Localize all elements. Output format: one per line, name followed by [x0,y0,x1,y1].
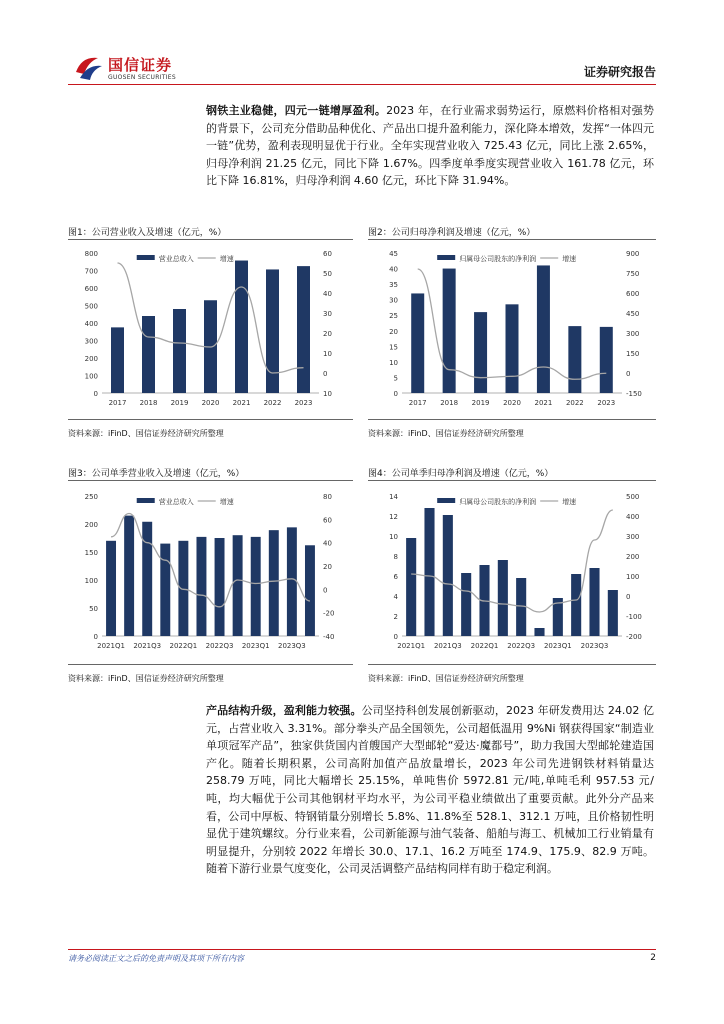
bar-2023Q1 [251,537,261,636]
fig4-chart [368,486,656,658]
y2-tick-label: 80 [323,493,332,501]
y-tick-label: 5 [393,374,398,383]
y-tick-label: 30 [389,296,398,305]
y2-tick-label: 100 [626,573,640,581]
x-tick-label: 2022Q3 [507,642,536,650]
logo-text: 国信证券 [108,56,173,74]
fig4-title-rule [368,480,656,481]
y2-tick-label: 450 [626,310,640,318]
x-tick-label: 2020 [201,399,220,407]
bar-2021 [537,265,550,393]
fig2-title-rule [368,239,656,240]
bar-2020 [506,304,519,393]
bar-2023Q2 [269,530,279,636]
y-tick-label: 500 [84,302,98,311]
x-tick-label: 2021 [232,399,251,407]
legend-bar-swatch [437,498,455,503]
y-tick-label: 4 [393,593,398,601]
y-tick-label: 20 [389,327,398,336]
y-tick-label: 100 [84,372,98,381]
x-tick-label: 2022Q1 [169,642,198,650]
x-tick-label: 2021 [534,399,553,407]
y-tick-label: 250 [84,493,98,501]
y2-tick-label: 300 [626,533,640,541]
y2-tick-label: 400 [626,513,640,521]
y-tick-label: 800 [84,250,98,258]
legend-bar-label: 营业总收入 [158,498,194,506]
bar-2018 [142,316,155,393]
y-tick-label: 10 [389,358,398,367]
y2-tick-label: 600 [626,290,640,298]
x-tick-label: 2022Q1 [470,642,499,650]
y-tick-label: 0 [93,633,98,641]
y2-tick-label: 0 [323,586,328,595]
fig3-bottom-rule [68,664,353,665]
paragraph-2-text: 公司坚持科创发展创新驱动，2023 年研发费用达 24.02 亿元，占营业收入 3.31%。部分拳头产品全国领先，公司超低温用 9%Ni 钢获得国家“制造业单项冠军产品”，独家供货国内首艘国产大型邮轮“爱达·魔都号”，助力我国大型邮轮建造国产化。随着长期积累，公司高附加值产品放量增长，2023 年公司先进钢铁材料销量达 258.79 万吨，同比大幅增长 25.15%，单吨售价 5972.81 元/吨,单吨毛利 957.53 元/吨，均大幅优于公司其他钢材平均水平，为公司平稳业绩做出了重要贡献。此外分产品来看，公司中厚板、特钢销量分别增长 5.8%、11.8%至 528.1、312.1 万吨，且价格韧性明显优于建筑螺纹。分行业来看，公司新能源与油气装备、船舶与海工、机械加工行业销量有明显提升，分别较 2022 年增长 30.0、17.1、16.2 万吨至 174.9、175.9、82.9 万吨。随着下游行业景气度变化，公司灵活调整产品结构同样有助于稳定利润。 [206,704,654,876]
header-logo [72,52,212,86]
y-tick-label: 0 [93,390,98,398]
y-tick-label: 0 [393,390,398,398]
bar-2023 [297,266,310,393]
paragraph-1-text: 2023 年，在行业需求弱势运行，原燃料价格相对强势的背景下，公司充分借助品种优化、产品出口提升盈利能力，深化降本增效，发挥“一体四元一链”优势，盈利表现明显优于行业。全年实现营业收入 725.43 亿元，同比上涨 2.65%，归母净利润 21.25 亿元，同比下降 1.67%。四季度单季度实现营业收入 161.78 亿元，环比下降 16.81%，归母净利润 4.60 亿元，环比下降 31.94%。 [206,104,654,188]
bar-2022Q2 [498,560,508,636]
legend-line-label: 增速 [562,498,577,506]
x-tick-label: 2023Q1 [543,642,572,650]
x-tick-label: 2021Q1 [97,642,125,650]
y2-tick-label: 900 [626,250,640,258]
y2-tick-label: -200 [626,633,642,641]
y-tick-label: 45 [389,250,398,258]
y-tick-label: 150 [84,549,98,557]
x-tick-label: 2020 [503,399,521,407]
guosen-logo-icon [72,52,104,84]
y2-tick-label: 60 [323,516,332,525]
bar-2017 [111,327,124,393]
y-tick-label: 2 [393,613,398,621]
y2-tick-label: 50 [323,270,332,278]
y2-tick-label: -40 [323,633,335,641]
bar-2022Q2 [196,537,206,636]
y2-tick-label: 40 [323,290,332,298]
x-tick-label: 2017 [108,399,127,407]
header-rule [68,84,656,85]
bar-2021 [235,261,248,393]
x-tick-label: 2017 [408,399,427,407]
logo-subtext: GUOSEN SECURITIES [108,74,177,81]
y2-tick-label: 200 [626,553,640,561]
fig3-title-rule [68,480,353,481]
legend-bar-swatch [137,255,155,260]
fig4-title: 图4：公司单季归母净利润及增速（亿元，%） [368,469,554,479]
y-tick-label: 400 [84,320,98,328]
fig2-source: 资料来源：iFinD、国信证券经济研究所整理 [368,429,524,438]
y-tick-label: 100 [84,577,98,585]
y2-tick-label: -100 [626,613,642,621]
x-tick-label: 2019 [170,399,189,407]
bar-2021Q1 [406,538,416,636]
y-tick-label: 6 [393,573,398,581]
y-tick-label: 50 [89,605,98,613]
bar-2019 [173,309,186,393]
y2-tick-label: 10 [323,390,332,398]
bar-2023Q3 [589,568,599,636]
y2-tick-label: 10 [323,350,332,358]
bar-2023Q4 [608,590,618,636]
x-tick-label: 2023Q3 [580,642,609,650]
x-tick-label: 2023 [597,399,616,407]
fig4-source: 资料来源：iFinD、国信证券经济研究所整理 [368,674,524,683]
y2-tick-label: 40 [323,539,332,548]
bar-2021Q2 [424,508,434,636]
legend-bar-label: 归属母公司股东的净利润 [459,498,537,506]
y2-tick-label: 150 [626,350,640,358]
legend-line-label: 增速 [562,255,577,263]
y2-tick-label: -20 [323,609,335,618]
fig2-chart [368,243,656,415]
paragraph-1 [206,102,654,190]
x-tick-label: 2023Q1 [241,642,270,650]
y2-tick-label: -150 [626,390,642,398]
x-tick-label: 2018 [139,399,158,407]
legend-bar-swatch [137,498,155,503]
bar-2023Q4 [305,545,315,636]
bar-2021Q4 [160,544,170,636]
y-tick-label: 0 [393,633,398,641]
fig4-bottom-rule [368,664,656,665]
y2-tick-label: 60 [323,250,332,258]
y-tick-label: 200 [84,355,98,363]
fig1-title-rule [68,239,353,240]
x-tick-label: 2021Q3 [133,642,162,650]
growth-line [111,514,310,607]
x-tick-label: 2018 [440,399,459,407]
paragraph-2 [206,702,654,878]
legend-line-label: 增速 [219,255,234,263]
bar-2022Q3 [215,538,225,636]
y-tick-label: 12 [389,513,398,521]
y2-tick-label: 30 [323,310,332,318]
bar-2022 [266,269,279,393]
x-tick-label: 2019 [471,399,490,407]
bar-2021Q3 [142,522,152,636]
page-number: 2 [650,953,656,963]
y2-tick-label: 0 [626,593,631,601]
y2-tick-label: 20 [323,330,332,338]
x-tick-label: 2023 [294,399,313,407]
y2-tick-label: 0 [626,370,631,378]
bar-2019 [474,312,487,393]
y-tick-label: 10 [389,533,398,541]
fig2-bottom-rule [368,419,656,420]
legend-bar-swatch [437,255,455,260]
footer-disclaimer: 请务必阅读正文之后的免责声明及其项下所有内容 [68,954,244,963]
x-tick-label: 2022Q3 [205,642,234,650]
footer-rule [68,949,656,950]
fig1-bottom-rule [68,419,353,420]
fig1-chart [68,243,353,415]
y-tick-label: 14 [389,493,398,501]
bar-2022Q4 [233,535,243,636]
legend-bar-label: 营业总收入 [158,255,194,263]
y-tick-label: 700 [84,267,98,276]
x-tick-label: 2022 [263,399,282,407]
y2-tick-label: 750 [626,270,640,278]
x-tick-label: 2022 [565,399,584,407]
bar-2023 [600,327,613,393]
x-tick-label: 2021Q3 [433,642,462,650]
fig1-source: 资料来源：iFinD、国信证券经济研究所整理 [68,429,224,438]
bar-2021Q1 [106,541,116,636]
bar-2018 [443,269,456,393]
fig1-title: 图1：公司营业收入及增速（亿元，%） [68,228,227,238]
bar-2017 [411,293,424,393]
fig3-source: 资料来源：iFinD、国信证券经济研究所整理 [68,674,224,683]
bar-2022Q4 [534,628,544,636]
y2-tick-label: 0 [323,370,328,378]
y2-tick-label: 300 [626,330,640,338]
y2-tick-label: 500 [626,493,640,501]
y-tick-label: 25 [389,312,398,321]
fig2-title: 图2：公司归母净利润及增速（亿元，%） [368,228,536,238]
y-tick-label: 8 [393,553,398,561]
paragraph-1-lead: 钢铁主业稳健，四元一链增厚盈利。 [206,104,387,117]
y-tick-label: 15 [389,343,398,352]
y-tick-label: 600 [84,285,98,293]
y-tick-label: 35 [389,281,398,290]
bar-2021Q2 [124,516,134,636]
fig3-chart [68,486,353,658]
bar-2021Q4 [461,573,471,636]
bar-2023Q3 [287,527,297,636]
bar-2023Q2 [571,574,581,636]
fig3-title: 图3：公司单季营业收入及增速（亿元，%） [68,469,245,479]
y2-tick-label: 20 [323,563,332,571]
y-tick-label: 200 [84,521,98,529]
y-tick-label: 300 [84,337,98,346]
x-tick-label: 2021Q1 [397,642,426,650]
legend-bar-label: 归属母公司股东的净利润 [459,255,537,263]
paragraph-2-lead: 产品结构升级，盈利能力较强。 [206,704,362,717]
legend-line-label: 增速 [219,498,234,506]
bar-2021Q3 [443,515,453,636]
bar-2022 [568,326,581,393]
x-tick-label: 2023Q3 [277,642,306,650]
report-type: 证券研究报告 [583,65,656,79]
growth-line [411,510,613,612]
y-tick-label: 40 [389,265,398,274]
